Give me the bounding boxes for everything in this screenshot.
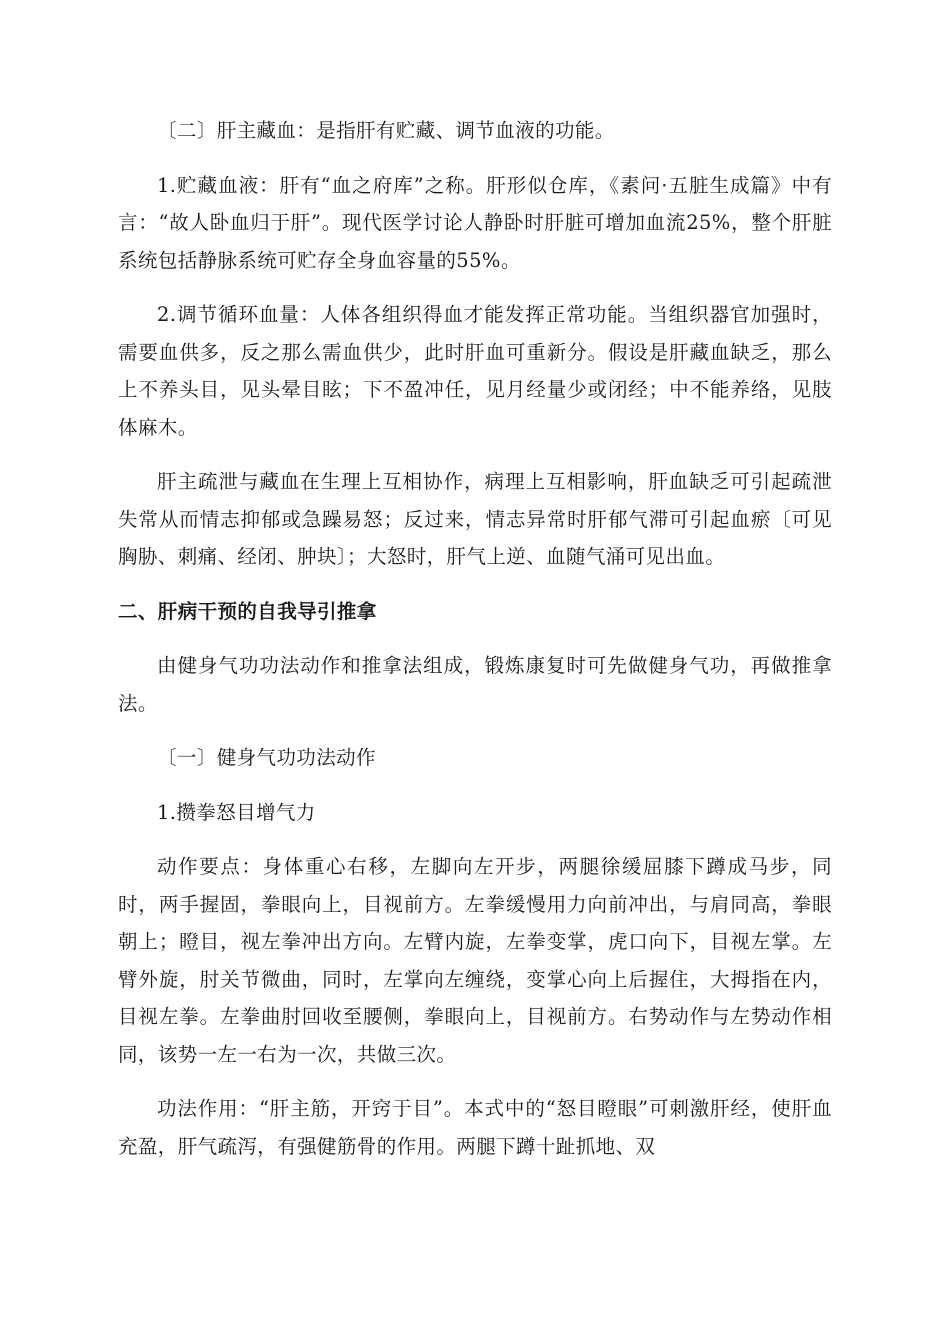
paragraph-coordination: 肝主疏泄与藏血在生理上互相协作，病理上互相影响，肝血缺乏可引起疏泄失常从而情志抑郁或急躁易怒；反过来，情志异常时肝郁气滞可引起血瘀〔可见胸胁、刺痛、经闭、肿块〕；大怒时，肝气上逆、血随气涌可见出血。	[118, 470, 832, 568]
paragraph-liver-stores-blood: 〔二〕肝主藏血：是指肝有贮藏、调节血液的功能。	[157, 119, 615, 142]
paragraph-exercise-effect: 功法作用：“肝主筋，开窍于目”。本式中的“怒目瞪眼”可刺激肝经，使肝血充盈，肝气疏泻，有强健筋骨的作用。两腿下蹲十趾抓地、双	[118, 1097, 832, 1158]
subheading-exercise-1: 1.攒拳怒目增气力	[157, 800, 316, 824]
paragraph-intro: 由健身气功功法动作和推拿法组成，锻炼康复时可先做健身气功，再做推拿法。	[118, 654, 832, 715]
section-heading: 二、肝病干预的自我导引推拿	[118, 599, 377, 623]
paragraph-movement-points: 动作要点：身体重心右移，左脚向左开步，两腿徐缓屈膝下蹲成马步，同时，两手握固，拳眼向上，目视前方。左拳缓慢用力向前冲出，与肩同高，拳眼朝上；瞪目，视左拳冲出方向。左臂内旋，左拳变掌，虎口向下，目视左掌。左臂外旋，肘关节微曲，同时，左掌向左缠绕，变掌心向上后握住，大拇指在内，目视左拳。左拳曲肘回收至腰侧，拳眼向上，目视前方。右势动作与左势动作相同，该势一左一右为一次，共做三次。	[118, 855, 832, 1066]
subheading-qigong: 〔一〕健身气功功法动作	[157, 746, 376, 769]
document-page	[118, 112, 832, 1165]
paragraph-regulating-blood-volume: 2.调节循环血量：人体各组织得血才能发挥正常功能。当组织器官加强时，需要血供多，反之那么需血供少，此时肝血可重新分。假设是肝藏血缺乏，那么上不养头目，见头晕目眩；下不盈冲任，见月经量少或闭经；中不能养络，见肢体麻木。	[118, 303, 832, 439]
paragraph-storing-blood: 1.贮藏血液：肝有“血之府库”之称。肝形似仓库，《素问·五脏生成篇》中有言：“故人卧血归于肝”。现代医学讨论人静卧时肝脏可增加血流25%，整个肝脏系统包括静脉系统可贮存全身血容量的55%。	[118, 173, 832, 272]
